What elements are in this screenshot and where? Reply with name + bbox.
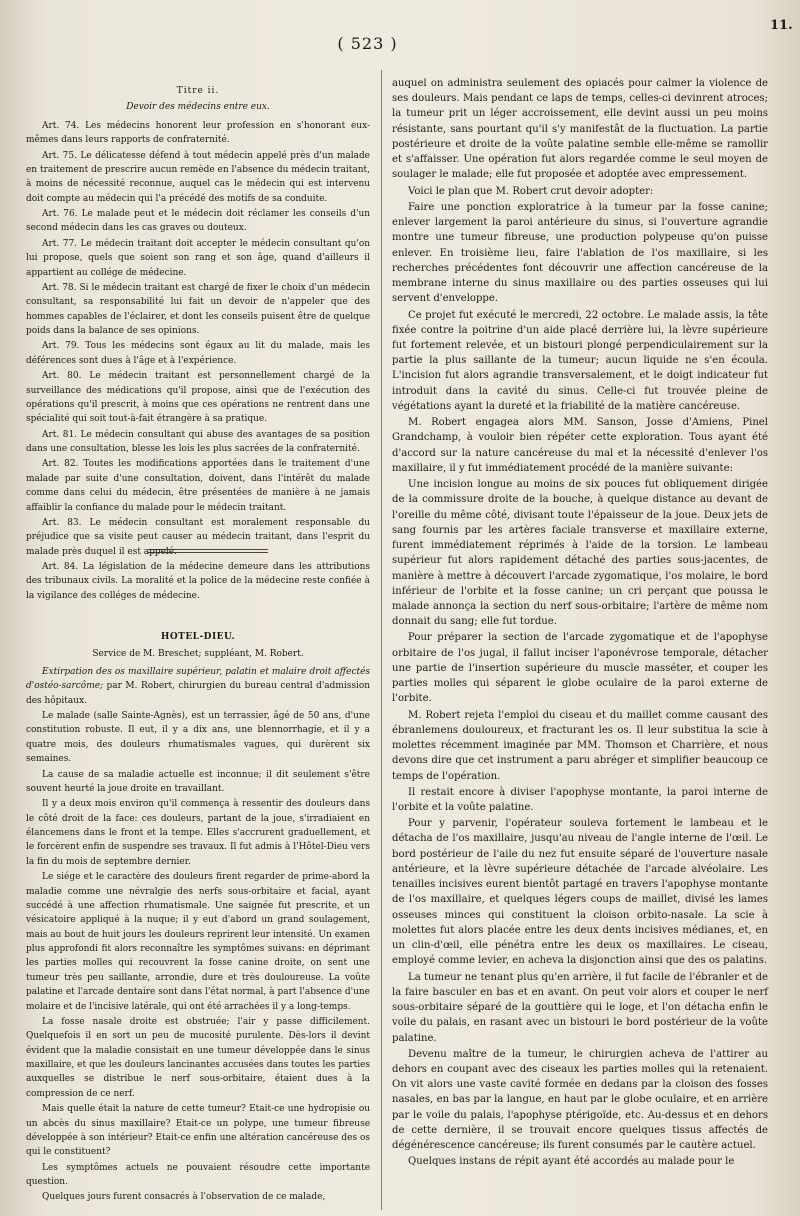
corner-mark: 11.: [770, 18, 793, 33]
service-heading: Service de M. Breschet; suppléant, M. Robert.: [92, 648, 304, 659]
paragraph: La fosse nasale droite est obstruée; l'air y passe difficilement. Quelquefois il en sort un peu de mucosité purulente. Dès-lors il devint évident que la maladie consistait en une tumeur développée dans le sinus maxillaire, et que les douleurs lancinantes accusées dans toutes les parties auxquelles se distribue le nerf sous-orbitaire, étaient dues à la compression de ce nerf.: [26, 1016, 370, 1099]
paragraph: Il restait encore à diviser l'apophyse montante, la paroi interne de l'orbite et la voûte palatine.: [392, 786, 768, 814]
titre-heading: Titre ii.: [176, 86, 220, 96]
article: Art. 81. Le médecin consultant qui abuse des avantages de sa position dans une consultation, blesse les lois les plus sacrées de la confraternité.: [26, 429, 370, 454]
paragraph: La cause de sa maladie actuelle est inconnue; il dit seulement s'être souvent heurté la joue droite en travaillant.: [26, 769, 370, 794]
case-title: [26, 665, 370, 708]
article: Art. 74. Les médecins honorent leur profession en s'honorant eux-mêmes dans leurs rapports de confraternité.: [26, 120, 370, 146]
paragraph: Quelques jours furent consacrés à l'observation de ce malade,: [42, 1192, 326, 1203]
paragraph: Les symptômes actuels ne pouvaient résoudre cette importante question.: [26, 1162, 370, 1187]
column-divider: [381, 70, 382, 1210]
hotel-dieu-heading: HOTEL-DIEU.: [160, 632, 236, 643]
section-subtitle: Devoir des médecins entre eux.: [126, 102, 270, 113]
paragraph: Le siége et le caractère des douleurs firent regarder de prime-abord la maladie comme une névralgie des nerfs sous-orbitaire et facial, ayant succédé à une affection rhumatismale. Une saignée fut prescrite, et un vésicatoire appliqué à la nuque; il y eut d'abord un grand soulagement, mais au bout de huit jours les douleurs reprirent leur intensité. Un examen plus approfondi fit alors reconnaître les symptômes suivans: en déprimant les parties molles qui recouvrent la fosse canine droite, on sent une tumeur très peu saillante, arrondie, dure et très douloureuse. La voûte palatine et l'arcade dentaire sont dans l'état normal, à part l'absence d'une molaire et de l'incisive latérale, qui ont été arrachées il y a long-temps.: [26, 872, 370, 1012]
paragraph: La tumeur ne tenant plus qu'en arrière, il fut facile de l'ébranler et de la faire basculer en bas et en avant. On peut voir alors et couper le nerf sous-orbitaire séparé de la gouttière qui le loge, et l'on détacha enfin le voile du palais, en rasant avec un bistouri le bord postérieur de la voûte palatine.: [392, 971, 768, 1044]
paragraph: Pour préparer la section de l'arcade zygomatique et de l'apophyse orbitaire de l'os jugal, il fallut inciser l'aponévrose temporale, détacher une partie de l'insertion supérieure du muscle masséter, et couper les parties molles qui séparent le globe oculaire de la paroi externe de l'orbite.: [392, 632, 768, 705]
paragraph: Une incision longue au moins de six pouces fut obliquement dirigée de la commissure droite de la bouche, à quelque distance au devant de l'oreille du même côté, divisant toute l'épaisseur de la joue. Deux jets de sang fournis par les artères faciale transverse et maxillaire externe, furent immédiatement réprimés à l'aide de la torsion. Le lambeau supérieur fut alors rapidement détaché des parties sous-jacentes, de manière à mettre à découvert l'arcade zygomatique, l'os molaire, le bord inférieur de l'orbite et la fosse canine; un cri perçant que poussa le malade annonça la section du nerf sous-orbitaire; l'artère de même nom donnait du sang; elle fut tordue.: [392, 479, 768, 628]
article: Art. 83. Le médecin consultant est moralement responsable du préjudice que sa visite peut causer au médecin traitant, dans l'esprit du malade près duquel il est appelé.: [26, 517, 370, 557]
case-title-italic: Extirpation des os maxillaire supérieur, palatin et malaire droit affectés d'ostéo-sarcôme;: [26, 666, 370, 692]
article: Art. 76. Le malade peut et le médecin doit réclamer les conseils d'un second médecin dans les cas graves ou douteux.: [26, 209, 370, 234]
case-title-rest: par M. Robert, chirurgien du bureau central d'admission des hôpitaux.: [26, 681, 370, 706]
paragraph: Il y a deux mois environ qu'il commença à ressentir des douleurs dans le côté droit de la face: ces douleurs, partant de la joue, s'irradiaient en élancemens dans le front et la tempe. Elles s'accrurent graduellement, et le forcèrent enfin de suspendre ses travaux. Il fut admis à l'Hôtel-Dieu vers la fin du mois de septembre dernier.: [26, 799, 370, 867]
article: Art. 79. Tous les médecins sont égaux au lit du malade, mais les déférences sont dues à l'âge et à l'expérience.: [26, 341, 370, 366]
paragraph: Faire une ponction exploratrice à la tumeur par la fosse canine; enlever largement la paroi antérieure du sinus, si l'ouverture agrandie montre une tumeur fibreuse, une production polypeuse qu'on puisse enlever. En troisième lieu, faire l'ablation de l'os maxillaire, si les recherches précédentes font découvrir une affection cancéreuse de la membrane interne du sinus maxillaire ou des parties osseuses qui lui servent d'enveloppe.: [392, 201, 768, 305]
paragraph: Le malade (salle Sainte-Agnès), est un terrassier, âgé de 50 ans, d'une constitution robuste. Il eut, il y a dix ans, une blennorrhagie, et il y a quatre mois, des douleurs rhumatismales vagues, qui durèrent six semaines.: [26, 711, 370, 765]
article: Art. 80. Le médecin traitant est personnellement chargé de la surveillance des médications qu'il propose, ainsi que de l'exécution des opérations qu'il prescrit, à moins que ces opérations ne rentrent dans une spécialité qui soit tout-à-fait étrangère à sa pratique.: [26, 371, 370, 425]
page-number: ( 523 ): [337, 34, 398, 53]
left-column: [26, 76, 370, 1206]
article: Art. 77. Le médecin traitant doit accepter le médecin consultant qu'on lui propose, quels que soient son rang et son âge, quand d'ailleurs il appartient au collége de médecine.: [26, 238, 370, 278]
paragraph: Devenu maître de la tumeur, le chirurgien acheva de l'attirer au dehors en coupant avec des ciseaux les parties molles qui la retenaient. On vit alors une vaste cavité formée en dedans par la cloison des fosses nasales, en bas par la langue, en haut par le globe oculaire, et en arrière par le voile du palais, l'apophyse ptérigoïde, etc. Au-dessus et en dehors de cette dernière, il se trouvait encore quelques tissus affectés de dégénérescence cancéreuse; ils furent consumés par le cautère actuel.: [392, 1048, 768, 1152]
paragraph: Voici le plan que M. Robert crut devoir adopter:: [408, 185, 654, 197]
article: Art. 82. Toutes les modifications apportées dans le traitement d'une malade par suite d'une consultation, doivent, dans l'intérêt du malade comme dans celui du médecin, être présentées de manière à ne jamais affaiblir la confiance du malade pour le médecin traitant.: [26, 459, 370, 513]
right-column: [392, 76, 768, 1171]
paragraph: M. Robert rejeta l'emploi du ciseau et du maillet comme causant des ébranlemens douloureux, et fracturant les os. Il leur substitua la scie à molettes récemment imaginée par MM. Thomson et Charrière, et nous devons dire que cet instrument a paru abréger et simplifier beaucoup ce temps de l'opération.: [392, 709, 768, 782]
paragraph: Pour y parvenir, l'opérateur souleva fortement le lambeau et le détacha de l'os maxillaire, jusqu'au niveau de l'angle interne de l'œil. Le bord postérieur de l'aile du nez fut ensuite séparé de l'ouverture nasale antérieure, et la lèvre supérieure détachée de l'arcade alvéolaire. Les tenailles incisives eurent bientôt partagé en travers l'apophyse montante de l'os maxillaire, et quelques légers coups de maillet, divisé les lames osseuses minces qui constituent la cloison orbito-nasale. La scie à molettes fut alors placée entre les deux dents incisives médianes, et, en un clin-d'œil, elle pénétra entre les deux os maxillaires. Le ciseau, employé comme levier, en acheva la disjonction ainsi que des os palatins.: [392, 818, 768, 967]
paragraph: Mais quelle était la nature de cette tumeur? Etait-ce une hydropisie ou un abcès du sinus maxillaire? Etait-ce un polype, une tumeur fibreuse développée à son intérieur? Etait-ce enfin une altération cancéreuse des os qui le constituent?: [26, 1104, 370, 1158]
paragraph: Ce projet fut exécuté le mercredi, 22 octobre. Le malade assis, la tête fixée contre la poitrine d'un aide placé derrière lui, la lèvre supérieure fut fortement relevée, et un bistouri plongé perpendiculairement sur la partie la plus saillante de la tumeur; aucun liquide ne s'en écoula. L'incision fut alors agrandie transversalement, et le doigt indicateur fut introduit dans la cavité du sinus. Celle-ci fut trouvée pleine de végétations ayant la dureté et la friabilité de la matière cancéreuse.: [392, 309, 768, 412]
article: Art. 78. Si le médecin traitant est chargé de fixer le choix d'un médecin consultant, sa responsabilité lui fait un devoir de n'appeler que des hommes capables de l'éclairer, et dont les conseils puisent être de quelque poids dans la balance de ses opinions.: [26, 282, 370, 336]
article: Art. 84. La législation de la médecine demeure dans les attributions des tribunaux civils. La moralité et la police de la médecine reste confiée à la vigilance des colléges de médecine.: [26, 562, 370, 601]
paragraph: Quelques instans de répit ayant été accordés au malade pour le: [408, 1156, 735, 1168]
paragraph: auquel on administra seulement des opiacés pour calmer la violence de ses douleurs. Mais pendant ce laps de temps, celles-ci devinrent atroces; la tumeur prit un léger accroissement, elle devint aussi un peu moins résistante, sans pourtant qu'il s'y manifestât de la fluctuation. La partie postérieure et droite de la voûte palatine semble elle-même se ramollir et s'affaisser. Une opération fut alors regardée comme le seul moyen de soulager le malade; elle fut proposée et adoptée avec empressement.: [392, 78, 768, 181]
paragraph: M. Robert engagea alors MM. Sanson, Josse d'Amiens, Pinel Grandchamp, à vouloir bien répéter cette exploration. Tous ayant été d'accord sur la nature cancéreuse du mal et la nécessité d'enlever l'os maxillaire, il y fut immédiatement procédé de la manière suivante:: [392, 417, 768, 474]
article: Art. 75. Le délicatesse défend à tout médecin appelé près d'un malade en traitement de prescrire aucun remède en l'absence du médecin traitant, à moins de nécessité reconnue, auquel cas le médecin qui est intervenu doit compte au médecin qui l'a précédé des motifs de sa conduite.: [26, 150, 370, 204]
